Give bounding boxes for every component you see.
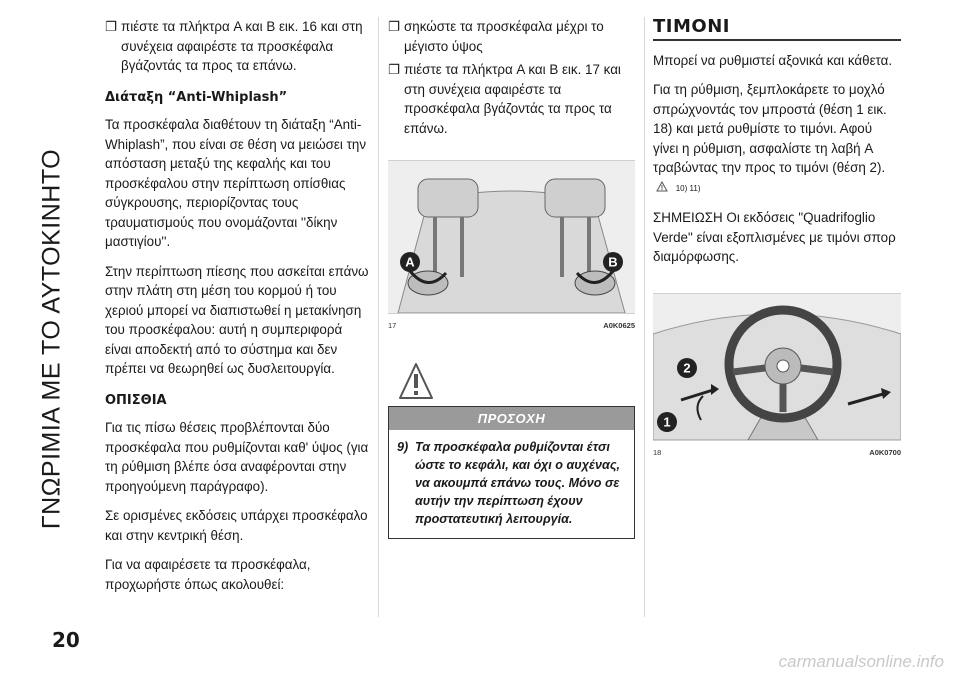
paragraph: ΣΗΜΕΙΩΣΗ Οι εκδόσεις "Quadrifoglio Verde" είναι εξοπλισμένες με τιμόνι σπορ διαμόρφωσης.: [653, 210, 896, 264]
paragraph: Στην περίπτωση πίεσης που ασκείται επάνω στην πλάτη στη μέση του κορμού ή του χεριού μπορεί να διαπιστωθεί η μετακίνηση του προσκέφαλου: αυτή η συμπεριφορά είναι αποδεκτή από το σύστημα και δεν πρέπει να θεωρηθεί ως δυσλειτουργία.: [105, 263, 369, 376]
warning-body: [389, 430, 634, 538]
warning-title: ΠΡΟΣΟΧΗ: [389, 407, 634, 431]
list-item-text: πιέστε τα πλήκτρα A και B εικ. 16 και στη συνέχεια αφαιρέστε τα προσκέφαλα βγάζοντάς τα προς τα επάνω.: [121, 19, 363, 73]
page-number: 20: [52, 628, 80, 652]
checkbox-bullet-icon: ❐: [105, 19, 118, 34]
figure-label-2: 2: [683, 360, 691, 375]
warning-icon: [398, 362, 434, 402]
paragraph: Μπορεί να ρυθμιστεί αξονικά και κάθετα.: [653, 52, 893, 68]
figure-18: [653, 293, 901, 441]
figure-number: 17: [388, 321, 397, 330]
list-item-text: σηκώστε τα προσκέφαλα μέχρι το μέγιστο ύψος: [404, 19, 604, 54]
paragraph: Τα προσκέφαλα διαθέτουν τη διάταξη “Anti-Whiplash”, που είναι σε θέση να μειώσει την απόσταση μεταξύ της κεφαλής και του προσκέφαλου στην περίπτωση οπίσθιας σύγκρουσης, περιορίζοντας τους τραυματισμούς που ονομάζονται ''δίκην μαστιγίου''.: [105, 117, 367, 249]
column-3: [653, 17, 901, 462]
checkbox-bullet-icon: ❐: [388, 62, 401, 77]
figure-17: [388, 160, 635, 314]
list-item-text: πιέστε τα πλήκτρα A και B εικ. 17 και στη συνέχεια αφαιρέστε τα προσκέφαλα βγάζοντάς τα προς τα επάνω.: [404, 62, 621, 136]
figure-number: 18: [653, 447, 662, 457]
warning-number: 9): [397, 440, 409, 454]
paragraph-text: Για τη ρύθμιση, ξεμπλοκάρετε το μοχλό σπρώχνοντάς τον μπροστά (θέση 1 εικ. 18) και μετά ρυθμίστε το τιμόνι. Αφού γίνει η ρύθμιση, ασφαλίστε τη λαβή A τραβώντας την προς το τιμόνι (θέση 2).: [653, 82, 887, 175]
column-divider: [644, 17, 645, 617]
warning-box: [388, 406, 635, 540]
figure-caption: [388, 314, 635, 336]
checkbox-bullet-icon: ❐: [388, 19, 401, 34]
section-heading-anti-whiplash: Διάταξη “Anti-Whiplash”: [105, 89, 288, 105]
warning-text: Τα προσκέφαλα ρυθμίζονται έτσι ώστε το κεφάλι, και όχι ο αυχένας, να ακουμπά επάνω τους. Μόνο σε αυτήν την περίπτωση έχουν προστατευτική λειτουργία.: [415, 440, 621, 526]
figure-code: A0K0700: [869, 447, 901, 457]
section-title-steering: ΤΙΜΟΝΙ: [653, 17, 901, 41]
column-2: [388, 17, 635, 539]
figure-code: A0K0625: [603, 321, 635, 330]
warning-small-icon: [656, 181, 668, 192]
steering-wheel-illustration: [653, 294, 901, 440]
section-heading-rear: ΟΠΙΣΘΙΑ: [105, 392, 167, 408]
paragraph: Για τις πίσω θέσεις προβλέπονται δύο προσκέφαλα που ρυθμίζονται καθ' ύψος (για τη ρύθμιση βλέπε όσα αναφέρονται στην προηγούμενη παράγραφο).: [105, 420, 369, 494]
figure-caption: [653, 441, 901, 463]
watermark: carmanualsonline.info: [778, 652, 944, 671]
paragraph: [653, 80, 901, 198]
figure-label-a: A: [405, 254, 415, 270]
list-item: [388, 17, 635, 56]
sidebar-title: ΓΝΩΡΙΜΙΑ ΜΕ ΤΟ ΑΥΤΟΚΙΝΗΤΟ: [37, 148, 66, 530]
reference-numbers: 10) 11): [675, 183, 701, 193]
column-1: [105, 17, 370, 604]
figure-label-1: 1: [663, 414, 671, 429]
paragraph: Σε ορισμένες εκδόσεις υπάρχει προσκέφαλο και στην κεντρική θέση.: [105, 508, 368, 543]
list-item: [388, 60, 635, 138]
figure-label-b: B: [608, 254, 618, 270]
headrest-illustration: [388, 161, 635, 313]
paragraph: Για να αφαιρέσετε τα προσκέφαλα, προχωρήστε όπως ακολουθεί:: [105, 557, 311, 592]
list-item: [105, 17, 370, 76]
column-divider: [378, 17, 379, 617]
